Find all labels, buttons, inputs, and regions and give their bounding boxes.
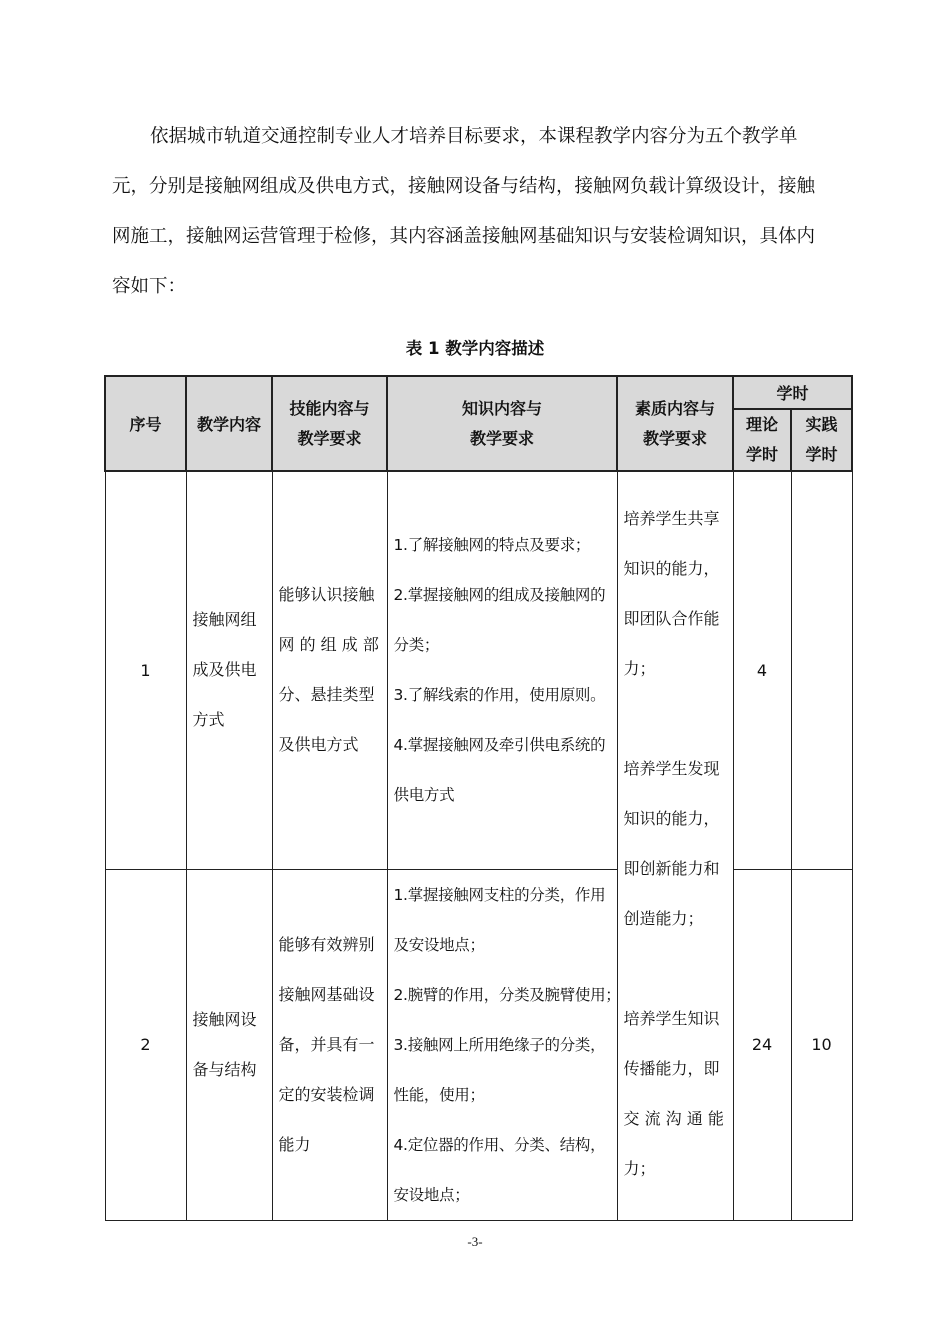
- header-theory-line2: 学时: [745, 445, 778, 464]
- quality-spacer: [624, 694, 727, 744]
- row1-content-line: 方式: [192, 710, 225, 730]
- row1-skill: [272, 471, 387, 869]
- quality-line: 知识的能力，: [623, 559, 720, 578]
- row1-skill-line: 及供电方式: [278, 735, 359, 755]
- row1-skill-line: 分、悬挂类型: [278, 685, 375, 705]
- header-knowledge-line1: 知识内容与: [461, 398, 542, 418]
- quality-line: 即团队合作能: [623, 609, 720, 628]
- quality-line: 创造能力；: [623, 909, 704, 928]
- knowledge-line: 1.了解接触网的特点及要求；: [393, 536, 591, 555]
- row2-seq: 2: [105, 869, 186, 1220]
- header-skill-line2: 教学要求: [297, 428, 362, 448]
- knowledge-line: 2.掌握接触网的组成及接触网的: [393, 586, 606, 605]
- row2-content-line: 备与结构: [192, 1059, 257, 1079]
- header-quality-line1: 素质内容与: [634, 398, 715, 418]
- header-quality: [617, 376, 733, 471]
- knowledge-line: 4.定位器的作用、分类、结构，: [393, 1135, 606, 1154]
- knowledge-line: 1.掌握接触网支柱的分类，作用: [393, 885, 606, 904]
- row2-content-line: 接触网设: [192, 1009, 257, 1029]
- quality-cell: [617, 471, 733, 1220]
- row2-knowledge: [387, 869, 621, 1220]
- row1-content-line: 成及供电: [192, 660, 257, 680]
- header-practice-line2: 学时: [805, 445, 838, 464]
- row1-content-line: 接触网组: [192, 610, 257, 630]
- quality-line: 传播能力，即: [623, 1059, 720, 1078]
- teaching-content-table: [104, 375, 853, 1221]
- quality-line: 培养学生发现: [623, 759, 720, 778]
- row2-skill-line: 接触网基础设: [278, 984, 375, 1004]
- quality-line: 培养学生共享: [623, 509, 720, 528]
- header-knowledge-line2: 教学要求: [469, 428, 534, 448]
- header-theory: [733, 409, 791, 471]
- quality-line: 知识的能力，: [623, 809, 720, 828]
- paragraph-line: 元，分别是接触网组成及供电方式，接触网设备与结构，接触网负载计算级设计，接触: [112, 176, 816, 197]
- table-row: [105, 869, 852, 1220]
- knowledge-line: 供电方式: [393, 786, 455, 805]
- quality-spacer: [624, 944, 727, 994]
- row2-skill-line: 能力: [278, 1134, 311, 1154]
- header-content: 教学内容: [186, 376, 272, 471]
- quality-line: 即创新能力和: [623, 859, 720, 878]
- knowledge-line: 4.掌握接触网及牵引供电系统的: [393, 736, 606, 755]
- header-skill: [272, 376, 387, 471]
- paragraph-line: 容如下：: [112, 276, 187, 297]
- row2-theory: 24: [733, 869, 791, 1220]
- row2-skill: [272, 869, 387, 1220]
- knowledge-line: 安设地点；: [393, 1185, 470, 1204]
- header-hours: 学时: [733, 376, 852, 409]
- quality-line: 培养学生知识: [623, 1009, 720, 1028]
- row2-skill-line: 备，并具有一: [278, 1034, 375, 1054]
- quality-line: 力；: [623, 1159, 656, 1178]
- intro-paragraph: [112, 112, 842, 312]
- knowledge-line: 3.接触网上所用绝缘子的分类，: [393, 1035, 606, 1054]
- row1-practice: [791, 471, 852, 869]
- knowledge-line: 3.了解线索的作用，使用原则。: [393, 686, 606, 705]
- page-number: -3-: [467, 1234, 483, 1249]
- knowledge-line: 分类；: [393, 636, 440, 655]
- knowledge-line: 性能，使用；: [393, 1085, 485, 1104]
- row1-seq: 1: [105, 471, 186, 869]
- row1-skill-line: 网 的 组 成 部: [278, 635, 379, 655]
- header-practice: [791, 409, 852, 471]
- knowledge-line: 2.腕臂的作用，分类及腕臂使用；: [393, 985, 621, 1004]
- table-caption: 表 1 教学内容描述: [405, 339, 545, 358]
- header-knowledge: [387, 376, 617, 471]
- paragraph-line: 依据城市轨道交通控制专业人才培养目标要求，本课程教学内容分为五个教学单: [150, 126, 798, 147]
- row2-content: [186, 869, 272, 1220]
- table-row: [105, 471, 852, 869]
- row1-skill-line: 能够认识接触: [278, 585, 375, 605]
- header-seq: 序号: [105, 376, 186, 471]
- row2-skill-line: 定的安装检调: [278, 1084, 375, 1104]
- header-skill-line1: 技能内容与: [289, 398, 370, 418]
- header-quality-line2: 教学要求: [642, 428, 707, 448]
- quality-line: 力；: [623, 659, 656, 678]
- header-theory-line1: 理论: [745, 415, 778, 434]
- quality-line: 交 流 沟 通 能: [623, 1109, 724, 1128]
- row1-content: [186, 471, 272, 869]
- header-practice-line1: 实践: [805, 415, 838, 434]
- row2-skill-line: 能够有效辨别: [278, 934, 375, 954]
- knowledge-line: 及安设地点；: [393, 935, 485, 954]
- row1-knowledge: [387, 471, 617, 869]
- row2-practice: 10: [791, 869, 852, 1220]
- row1-theory: 4: [733, 471, 791, 869]
- paragraph-line: 网施工，接触网运营管理于检修，其内容涵盖接触网基础知识与安装检调知识，具体内: [112, 226, 816, 247]
